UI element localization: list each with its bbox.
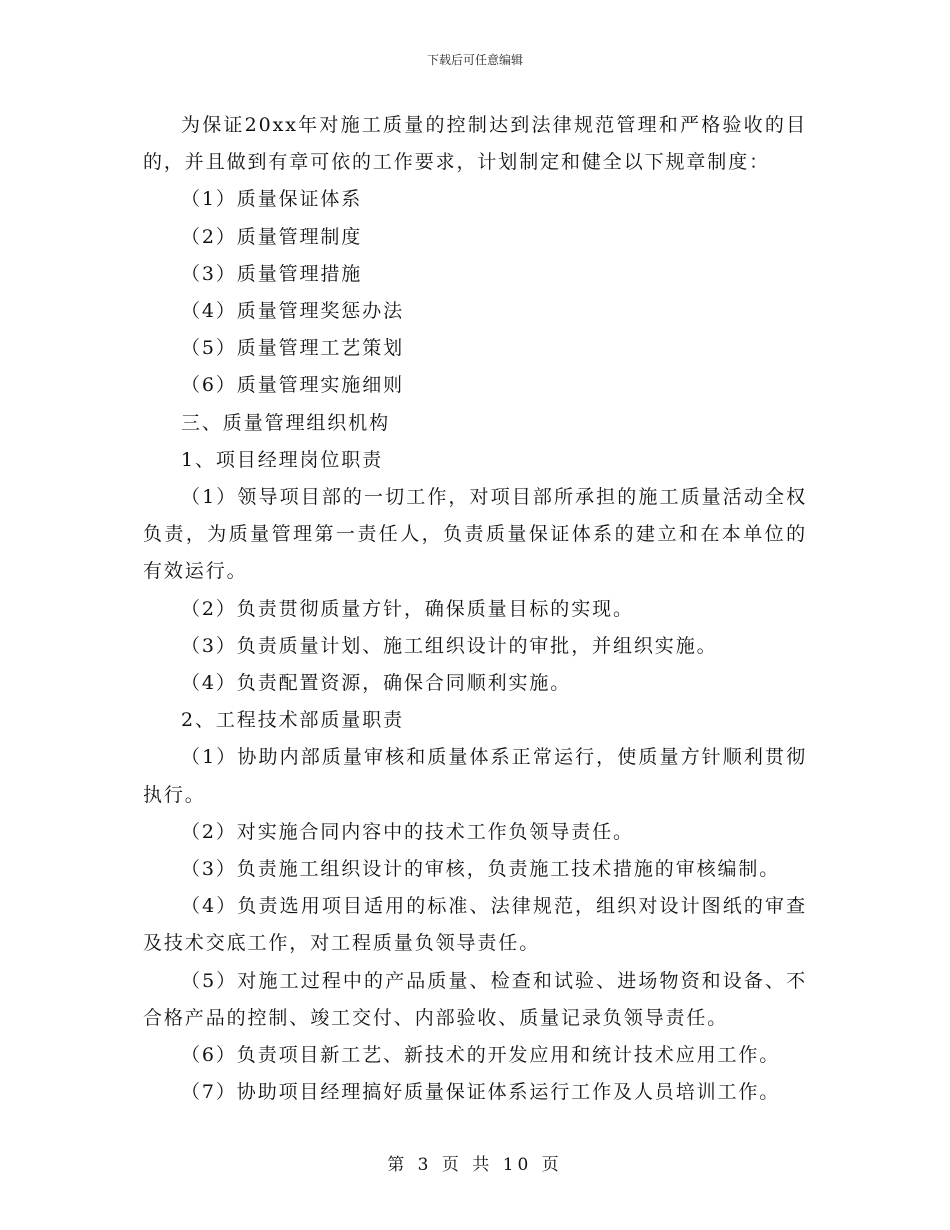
eng-duty-2: （2）对实施合同内容中的技术工作负领导责任。 [181, 820, 634, 843]
subheading-project-manager: 1、项目经理岗位职责 [181, 448, 384, 471]
pm-duty-4: （4）负责配置资源，确保合同顺利实施。 [181, 672, 572, 695]
paragraph-intro: 为保证20xx年对施工质量的控制达到法律规范管理和严格验收的目的，并且做到有章可依的工作要求，计划制定和健全以下规章制度： [143, 114, 807, 174]
list-item-quality-management-rules: （2）质量管理制度 [181, 225, 363, 248]
eng-duty-6: （6）负责项目新工艺、新技术的开发应用和统计技术应用工作。 [181, 1044, 781, 1067]
page-number: 第 3 页 共 10 页 [387, 1155, 563, 1175]
eng-duty-1: （1）协助内部质量审核和质量体系正常运行，使质量方针顺利贯彻执行。 [143, 746, 807, 806]
list-item-process-planning: （5）质量管理工艺策划 [181, 337, 404, 360]
list-item-quality-assurance-system: （1）质量保证体系 [181, 188, 363, 211]
pm-duty-3: （3）负责质量计划、施工组织设计的审批，并组织实施。 [181, 634, 718, 657]
pm-duty-2: （2）负责贯彻质量方针，确保质量目标的实现。 [181, 597, 634, 620]
page-header: 下载后可任意编辑 [426, 53, 523, 67]
list-item-quality-management-measures: （3）质量管理措施 [181, 262, 363, 285]
eng-duty-5: （5）对施工过程中的产品质量、检查和试验、进场物资和设备、不合格产品的控制、竣工交付、内部验收、质量记录负领导责任。 [143, 969, 807, 1029]
section-heading-organization: 三、质量管理组织机构 [181, 411, 391, 434]
eng-duty-7: （7）协助项目经理搞好质量保证体系运行工作及人员培训工作。 [181, 1081, 781, 1104]
list-item-reward-penalty-methods: （4）质量管理奖惩办法 [181, 300, 404, 323]
list-item-implementation-details: （6）质量管理实施细则 [181, 374, 404, 397]
subheading-engineering-dept: 2、工程技术部质量职责 [181, 709, 404, 732]
eng-duty-3: （3）负责施工组织设计的审核，负责施工技术措施的审核编制。 [181, 858, 781, 881]
document-body [143, 107, 807, 1111]
eng-duty-4: （4）负责选用项目适用的标准、法律规范，组织对设计图纸的审查及技术交底工作，对工程质量负领导责任。 [143, 895, 807, 955]
pm-duty-1: （1）领导项目部的一切工作，对项目部所承担的施工质量活动全权负责，为质量管理第一责任人，负责质量保证体系的建立和在本单位的有效运行。 [143, 486, 807, 583]
